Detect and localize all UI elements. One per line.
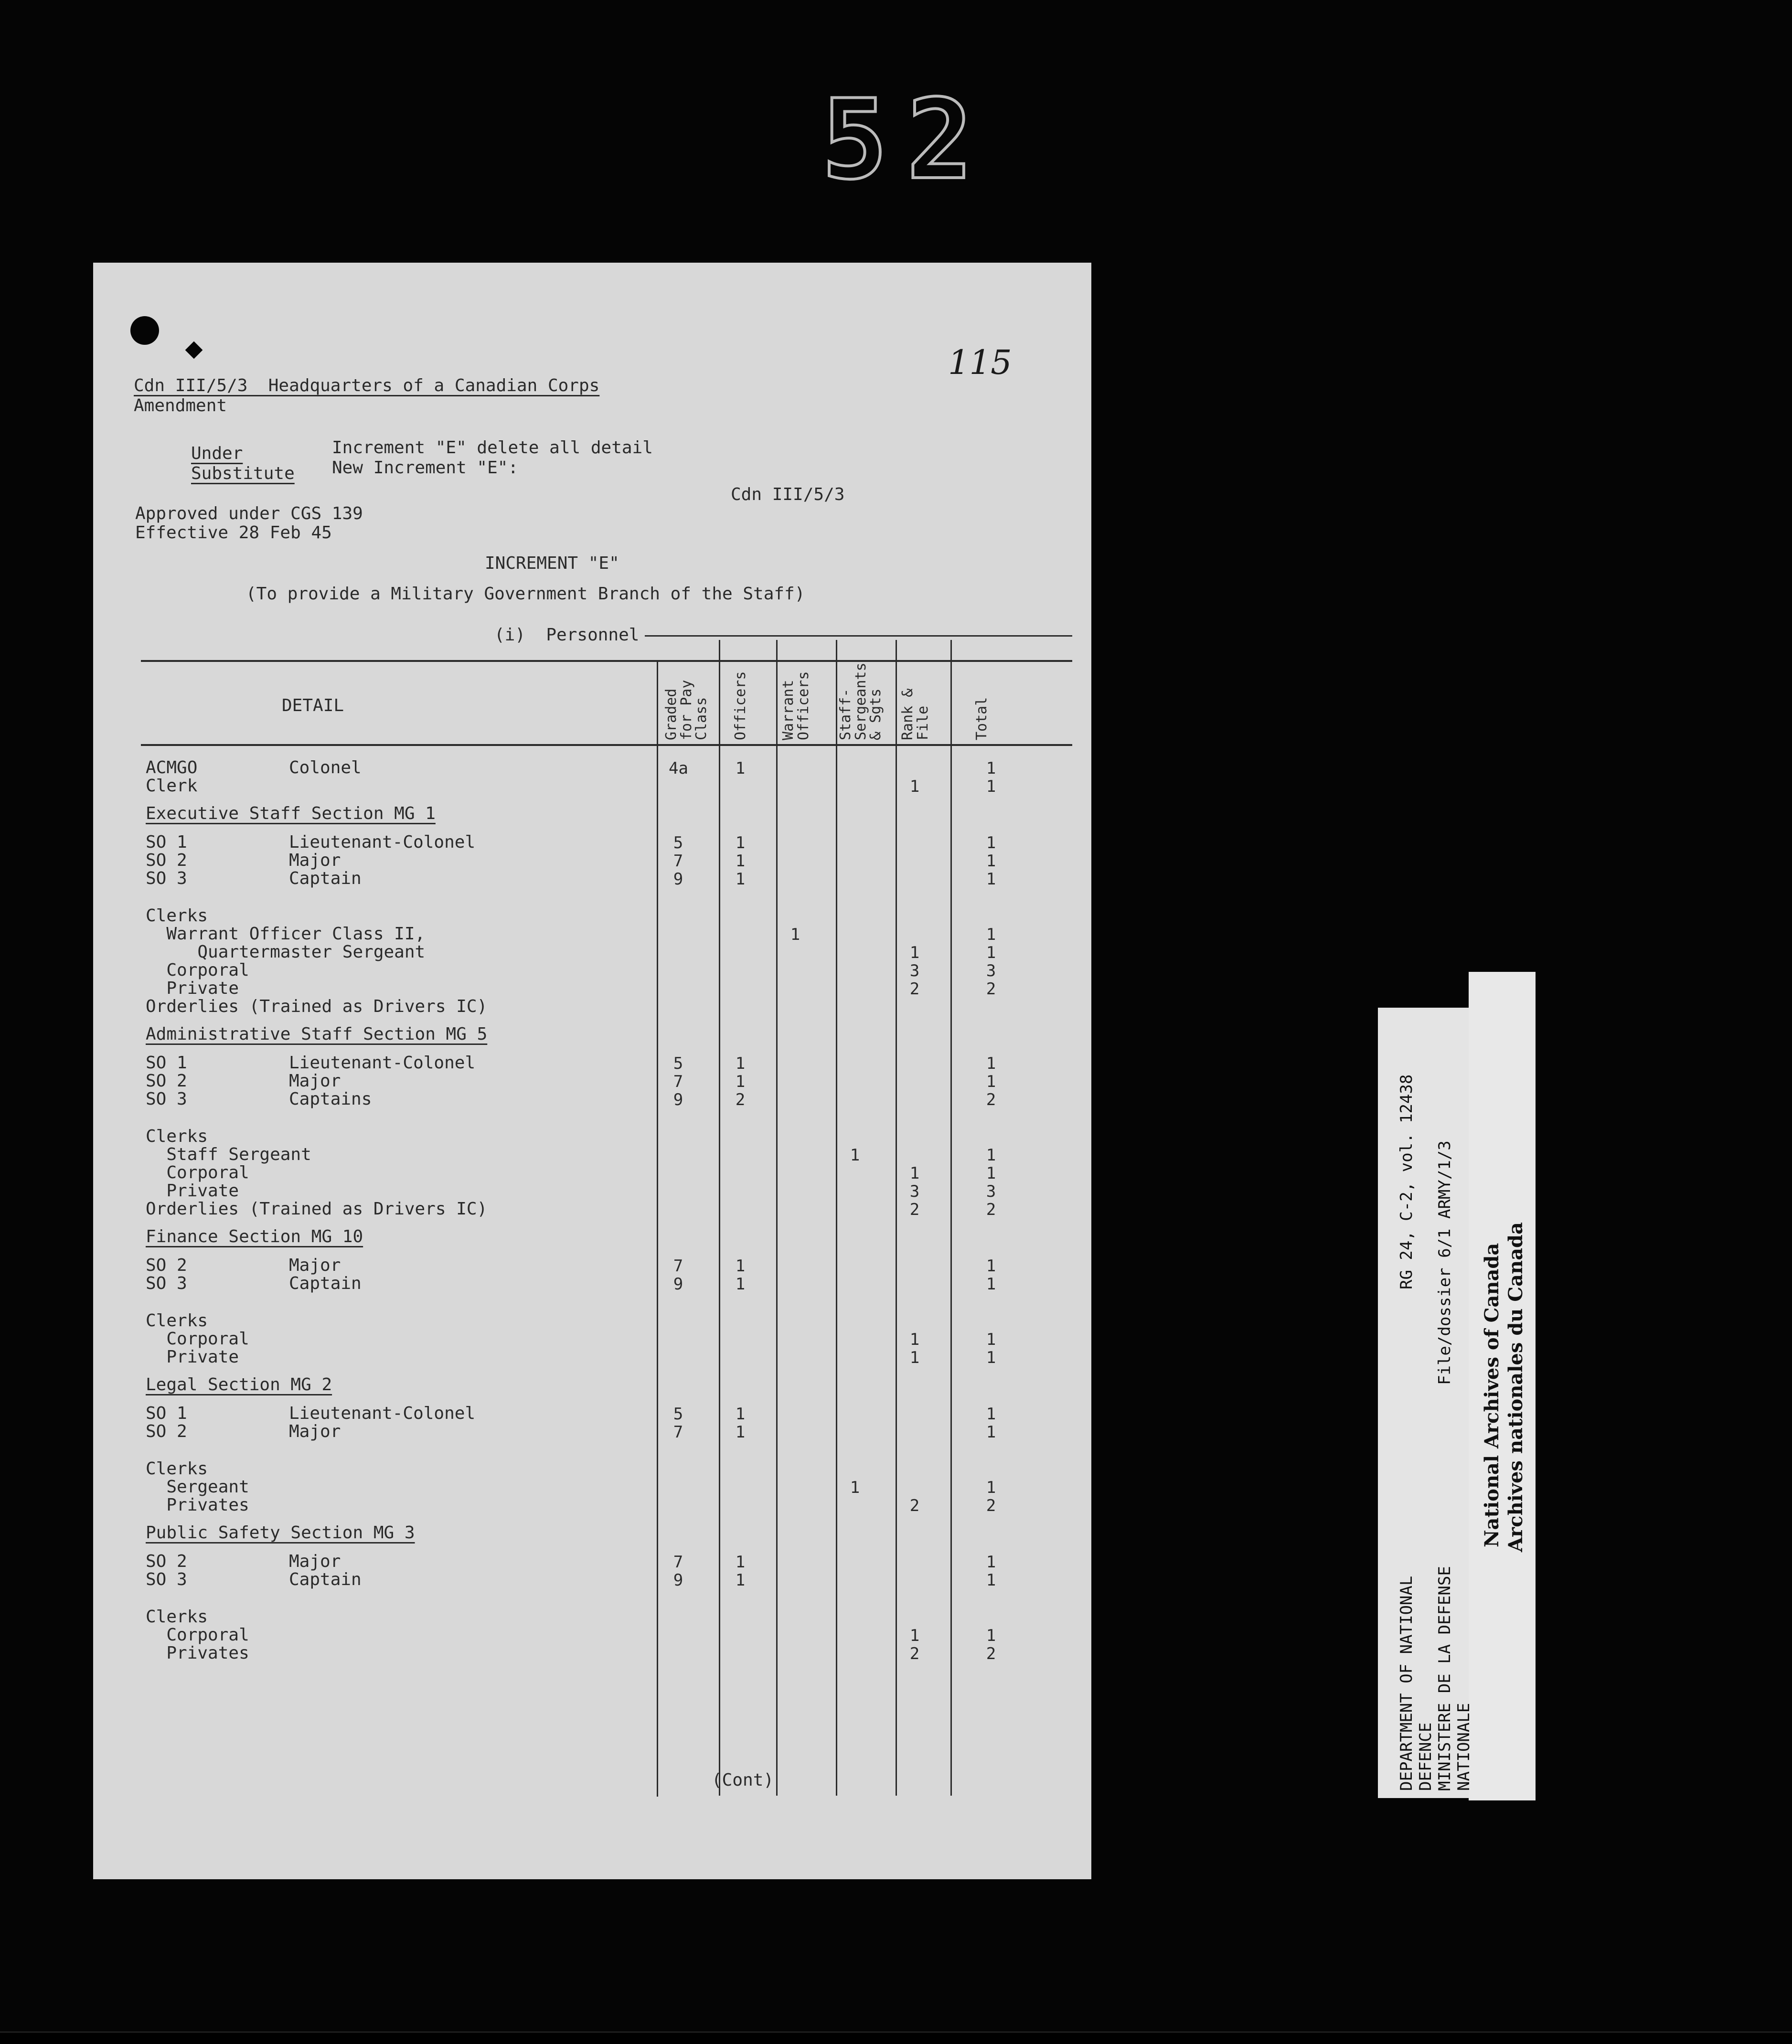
- cell-off: 1: [735, 870, 746, 889]
- row-detail: Corporal: [146, 1163, 249, 1182]
- section-heading-row: Finance Section MG 10: [146, 1227, 363, 1246]
- cell-tot: 1: [986, 1256, 996, 1276]
- dept-en: DEPARTMENT OF NATIONAL: [1397, 1576, 1416, 1791]
- row-detail: Orderlies (Trained as Drivers IC): [146, 997, 488, 1016]
- row-detail: SO 3: [146, 1570, 187, 1589]
- col-header-rank-file: Rank & File: [899, 688, 931, 740]
- cell-sgt: 1: [850, 1146, 860, 1165]
- archives-en: National Archives of Canada: [1481, 1243, 1503, 1547]
- row-rank: Captain: [289, 1274, 362, 1293]
- col-header-sergeants: Staff- Sergeants & Sgts: [837, 662, 884, 740]
- cell-pay: 5: [673, 1405, 683, 1424]
- cell-rf: 1: [909, 943, 920, 962]
- cell-off: 2: [735, 1090, 746, 1109]
- cell-off: 1: [735, 759, 746, 778]
- col-rule-6: [950, 640, 952, 1796]
- row-rank: Lieutenant-Colonel: [289, 1053, 476, 1073]
- cell-pay: 7: [673, 852, 683, 871]
- dept-en-2: DEFENCE: [1416, 1722, 1435, 1791]
- archives-fr: Archives nationales du Canada: [1504, 1222, 1527, 1552]
- cell-off: 1: [735, 833, 746, 852]
- row-rank: Captains: [289, 1089, 372, 1109]
- row-rank: Major: [289, 851, 341, 870]
- row-detail: SO 2: [146, 1422, 187, 1441]
- cell-off: 1: [735, 1423, 746, 1442]
- effective-line: Effective 28 Feb 45: [135, 523, 332, 543]
- row-rank: Captain: [289, 869, 362, 888]
- cell-rf: 1: [909, 1330, 920, 1349]
- increment-title: INCREMENT "E": [485, 554, 619, 573]
- cell-off: 1: [735, 1571, 746, 1590]
- cell-off: 1: [735, 1275, 746, 1294]
- cell-tot: 1: [986, 1330, 996, 1349]
- cell-tot: 1: [986, 759, 996, 778]
- archive-label-card: [1378, 1008, 1469, 1798]
- section-heading-row: Administrative Staff Section MG 5: [146, 1024, 488, 1044]
- cell-pay: 4a: [669, 759, 688, 778]
- cell-sgt: 1: [850, 1478, 860, 1497]
- cell-off: 1: [735, 1405, 746, 1424]
- cell-pay: 9: [673, 1090, 683, 1109]
- row-detail: SO 2: [146, 1071, 187, 1091]
- cell-off: 1: [735, 1054, 746, 1073]
- cell-rf: 3: [909, 1182, 920, 1201]
- cell-rf: 1: [909, 777, 920, 796]
- cell-off: 1: [735, 852, 746, 871]
- cell-off: 1: [735, 1553, 746, 1572]
- detail-header: DETAIL: [282, 696, 344, 715]
- row-rank: Major: [289, 1071, 341, 1091]
- row-detail: Warrant Officer Class II,: [146, 924, 426, 944]
- cell-tot: 3: [986, 1182, 996, 1201]
- continued-note: (Cont): [712, 1770, 774, 1790]
- row-detail: Corporal: [146, 1329, 249, 1349]
- col-rule-2: [719, 640, 720, 1796]
- row-detail: Clerks: [146, 906, 208, 926]
- cell-tot: 2: [986, 979, 996, 999]
- cell-tot: 3: [986, 961, 996, 980]
- cell-pay: 7: [673, 1072, 683, 1091]
- row-detail: Sergeant: [146, 1477, 249, 1497]
- row-detail: Clerks: [146, 1459, 208, 1479]
- row-detail: Corporal: [146, 960, 249, 980]
- cell-tot: 2: [986, 1644, 996, 1663]
- substitute-text: New Increment "E":: [332, 458, 519, 478]
- row-detail: Clerks: [146, 1127, 208, 1146]
- row-rank: Lieutenant-Colonel: [289, 1404, 476, 1423]
- section-heading-row: Public Safety Section MG 3: [146, 1523, 415, 1543]
- under-text: Increment "E" delete all detail: [332, 438, 653, 458]
- col-header-officers: Officers: [732, 671, 749, 740]
- cell-tot: 1: [986, 1478, 996, 1497]
- substitute-label: Substitute: [191, 464, 295, 483]
- cell-tot: 1: [986, 1571, 996, 1590]
- col-header-total: Total: [973, 697, 990, 740]
- cell-tot: 1: [986, 925, 996, 944]
- cell-tot: 1: [986, 1054, 996, 1073]
- top-rule-right: [645, 635, 1072, 637]
- section-heading-row: Executive Staff Section MG 1: [146, 804, 436, 823]
- cell-tot: 2: [986, 1090, 996, 1109]
- row-detail: SO 3: [146, 1089, 187, 1109]
- row-detail: Privates: [146, 1495, 249, 1515]
- col-rule-5: [896, 640, 897, 1796]
- row-detail: SO 3: [146, 1274, 187, 1293]
- cell-wo: 1: [790, 925, 800, 944]
- row-detail: SO 2: [146, 1552, 187, 1571]
- cell-pay: 7: [673, 1553, 683, 1572]
- film-strip-bottom: [0, 2032, 1792, 2044]
- row-detail: SO 1: [146, 1404, 187, 1423]
- cell-rf: 1: [909, 1626, 920, 1645]
- cell-tot: 1: [986, 1626, 996, 1645]
- row-detail: Clerk: [146, 776, 198, 796]
- cell-rf: 2: [909, 1644, 920, 1663]
- table-top-rule: [141, 660, 1072, 662]
- col-rule-3: [776, 640, 778, 1796]
- row-detail: Corporal: [146, 1625, 249, 1645]
- cell-pay: 5: [673, 833, 683, 852]
- cell-tot: 1: [986, 1553, 996, 1572]
- row-rank: Colonel: [289, 758, 362, 777]
- cell-rf: 1: [909, 1164, 920, 1183]
- row-detail: SO 2: [146, 1256, 187, 1275]
- cell-pay: 9: [673, 1571, 683, 1590]
- col-header-warrant: Warrant Officers: [780, 671, 812, 740]
- col-rule-1: [657, 660, 658, 1797]
- row-detail: Privates: [146, 1643, 249, 1663]
- dept-fr: MINISTERE DE LA DEFENSE: [1435, 1566, 1454, 1791]
- archive-file: File/dossier 6/1 ARMY/1/3: [1435, 1140, 1454, 1385]
- cell-tot: 1: [986, 1405, 996, 1424]
- section-heading-row: Legal Section MG 2: [146, 1375, 332, 1395]
- row-detail: Private: [146, 979, 239, 998]
- row-detail: Quartermaster Sergeant: [146, 942, 426, 962]
- punch-mark: [185, 341, 203, 359]
- cell-tot: 1: [986, 1072, 996, 1091]
- cell-tot: 1: [986, 1275, 996, 1294]
- amendment-label: Amendment: [134, 396, 227, 415]
- row-rank: Major: [289, 1256, 341, 1275]
- cell-rf: 2: [909, 1200, 920, 1219]
- cell-off: 1: [735, 1256, 746, 1276]
- table-header-rule: [141, 744, 1072, 746]
- section-heading: (i) Personnel: [494, 625, 640, 645]
- row-detail: SO 2: [146, 851, 187, 870]
- document-page: [93, 263, 1091, 1879]
- row-detail: SO 1: [146, 1053, 187, 1073]
- cell-pay: 7: [673, 1256, 683, 1276]
- row-rank: Major: [289, 1422, 341, 1441]
- cell-tot: 1: [986, 833, 996, 852]
- row-rank: Captain: [289, 1570, 362, 1589]
- row-detail: ACMGO: [146, 758, 198, 777]
- header-line: Cdn III/5/3 Headquarters of a Canadian Corps: [134, 376, 600, 395]
- col-rule-4: [836, 640, 837, 1796]
- cell-off: 1: [735, 1072, 746, 1091]
- cell-pay: 5: [673, 1054, 683, 1073]
- cell-rf: 3: [909, 961, 920, 980]
- row-detail: Private: [146, 1347, 239, 1367]
- under-label: Under: [191, 444, 243, 463]
- handwritten-note: 115: [948, 343, 1012, 382]
- row-detail: Private: [146, 1181, 239, 1201]
- purpose-line: (To provide a Military Government Branch of the Staff): [246, 584, 805, 604]
- dept-fr-2: NATIONALE: [1454, 1703, 1473, 1791]
- cell-rf: 1: [909, 1348, 920, 1367]
- row-detail: Orderlies (Trained as Drivers IC): [146, 1199, 488, 1219]
- cell-rf: 2: [909, 1496, 920, 1515]
- cell-tot: 1: [986, 852, 996, 871]
- cell-tot: 1: [986, 1423, 996, 1442]
- cell-pay: 9: [673, 1275, 683, 1294]
- row-rank: Lieutenant-Colonel: [289, 832, 476, 852]
- row-detail: Clerks: [146, 1607, 208, 1627]
- cell-tot: 1: [986, 870, 996, 889]
- cell-tot: 1: [986, 1164, 996, 1183]
- cell-tot: 2: [986, 1200, 996, 1219]
- cell-tot: 1: [986, 943, 996, 962]
- cell-rf: 2: [909, 979, 920, 999]
- punch-hole: [130, 316, 159, 345]
- cell-tot: 2: [986, 1496, 996, 1515]
- row-detail: SO 1: [146, 832, 187, 852]
- row-detail: Staff Sergeant: [146, 1145, 311, 1164]
- cell-pay: 7: [673, 1423, 683, 1442]
- cell-tot: 1: [986, 1146, 996, 1165]
- row-detail: Clerks: [146, 1311, 208, 1331]
- reference: Cdn III/5/3: [731, 485, 845, 504]
- row-rank: Major: [289, 1552, 341, 1571]
- row-detail: SO 3: [146, 869, 187, 888]
- cell-pay: 9: [673, 870, 683, 889]
- frame-number: 52: [821, 76, 992, 204]
- cell-tot: 1: [986, 777, 996, 796]
- col-header-pay: Graded for Pay Class: [663, 680, 710, 740]
- cell-tot: 1: [986, 1348, 996, 1367]
- approved-line: Approved under CGS 139: [135, 504, 363, 523]
- archive-reference: RG 24, C-2, vol. 12438: [1397, 1074, 1416, 1289]
